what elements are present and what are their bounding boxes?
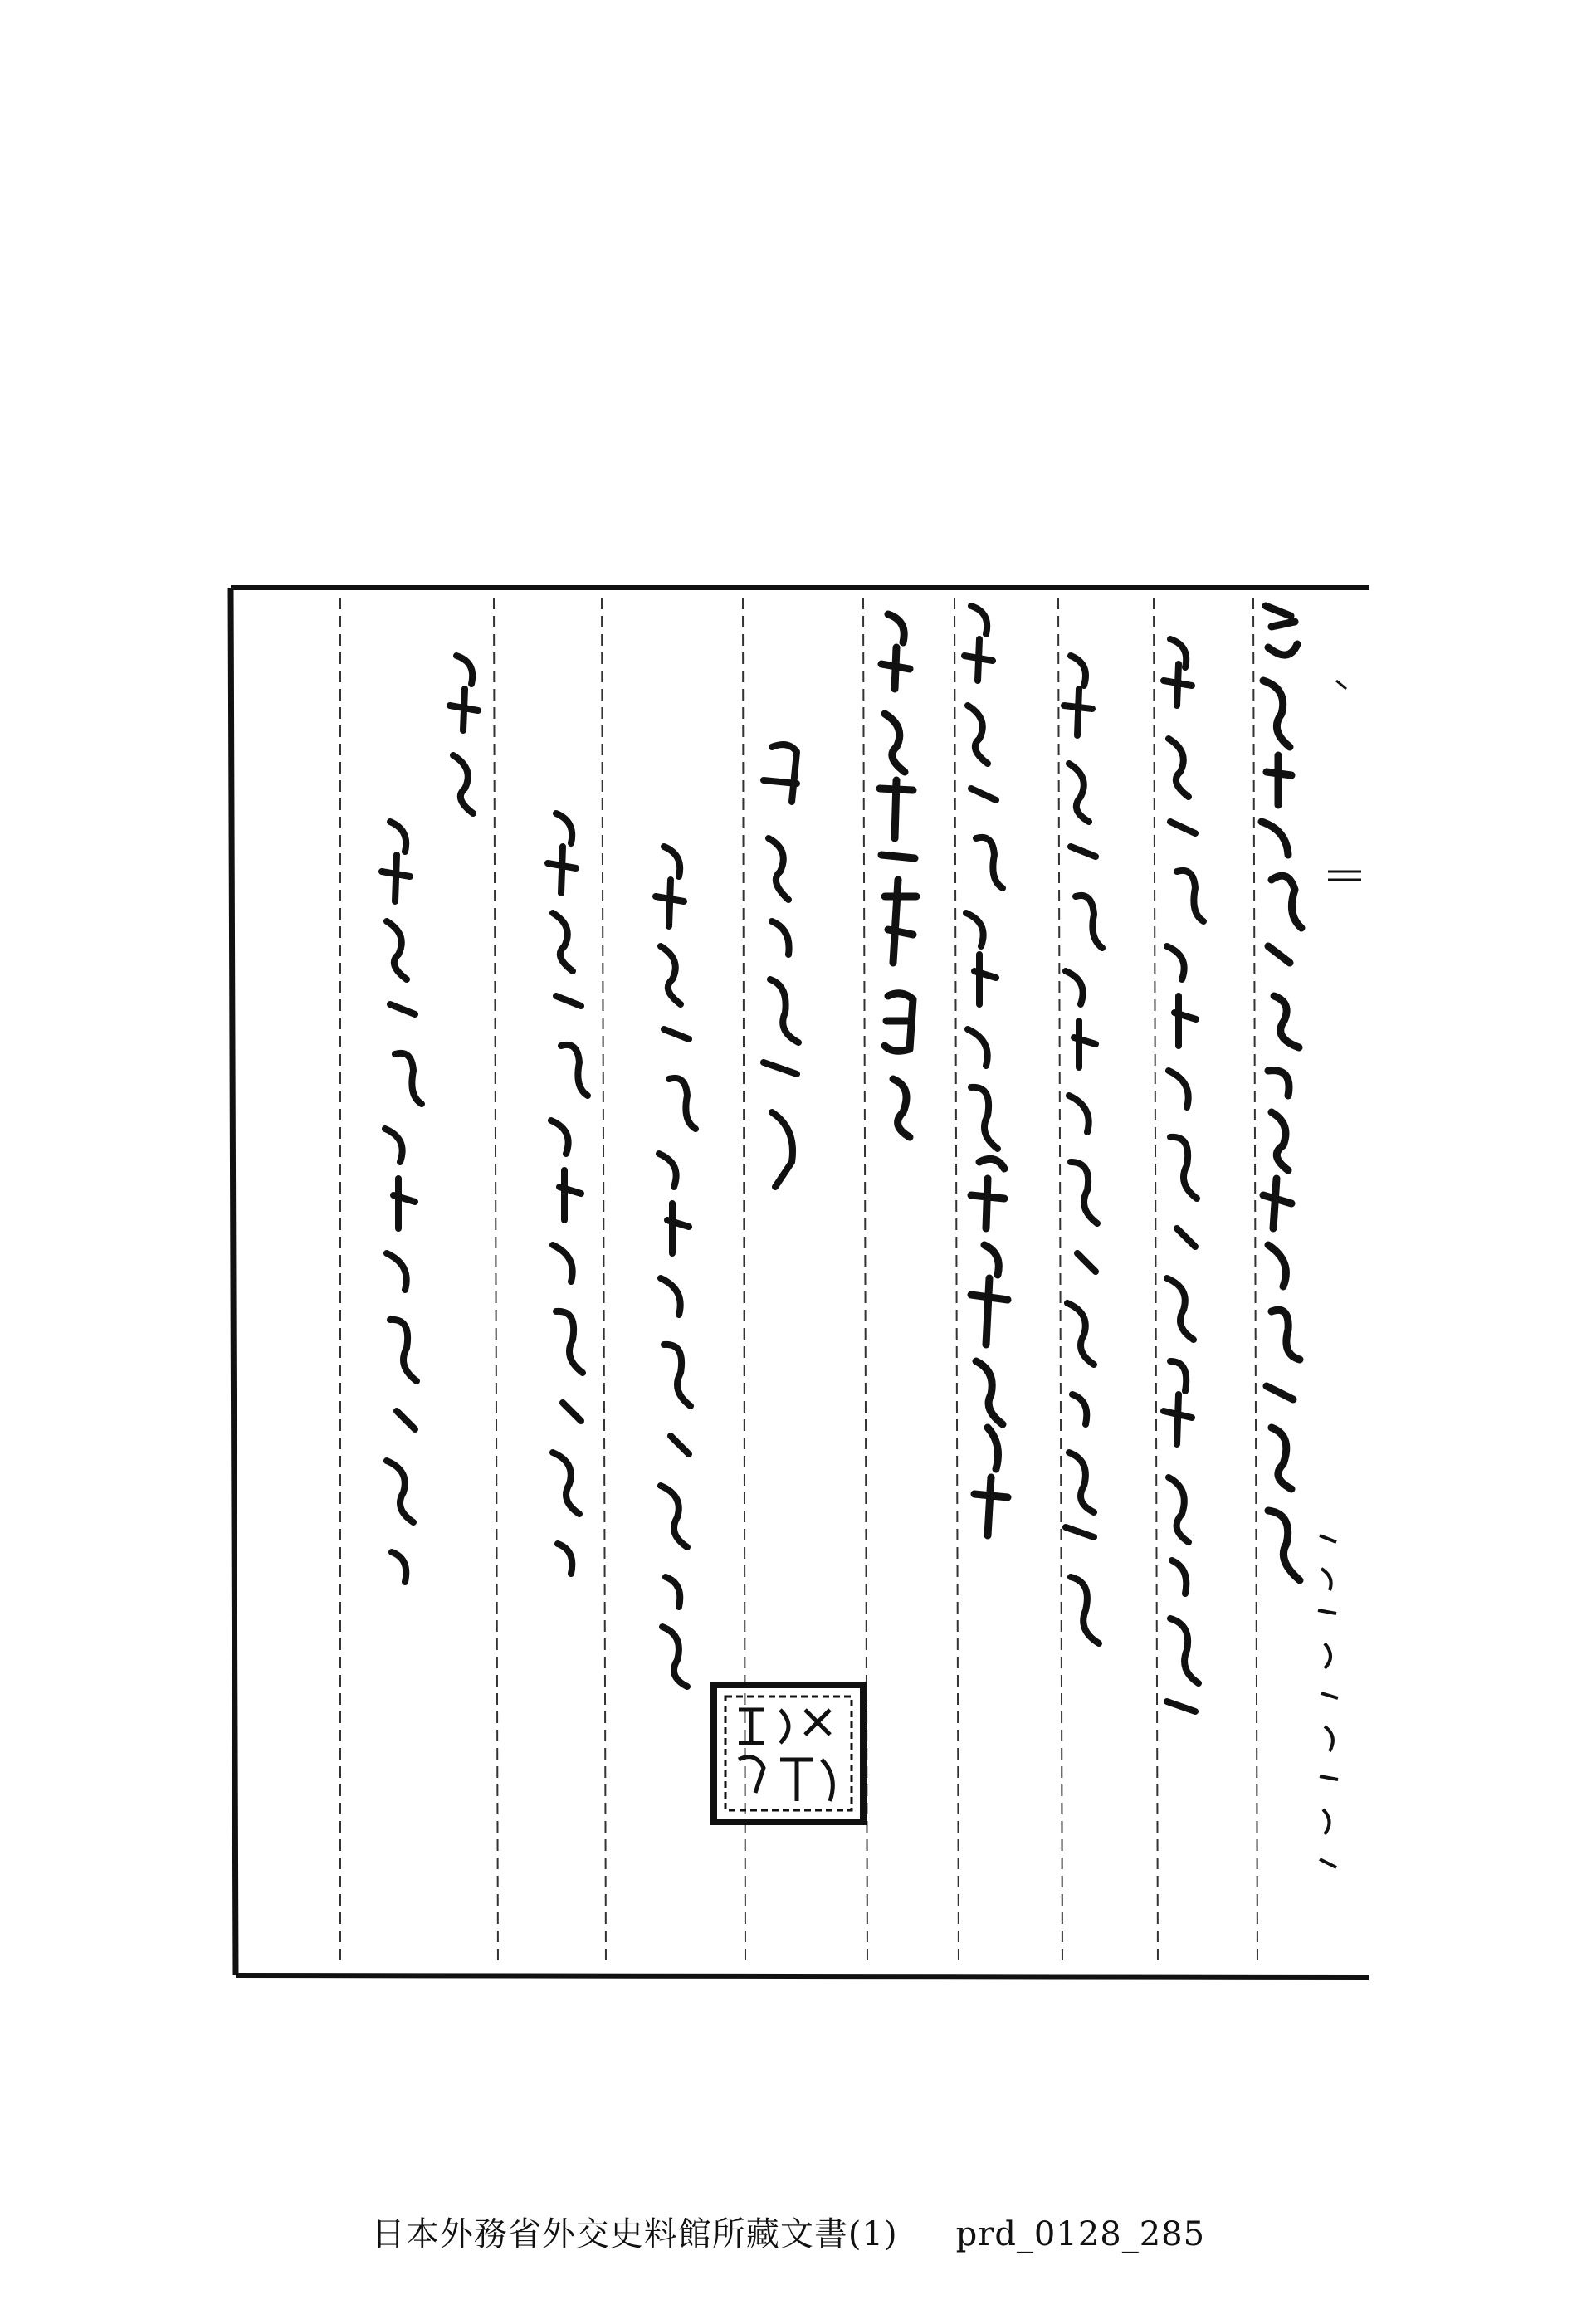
letter-scan-image	[224, 581, 1370, 1992]
scanned-letter	[224, 581, 1370, 1992]
archive-caption: 日本外務省外交史料館所藏文書(1)	[371, 2215, 898, 2253]
right-edge-annotation	[1318, 1536, 1338, 1868]
reference-code: prd_0128_285	[955, 2215, 1206, 2253]
seal-stamp	[714, 1685, 863, 1822]
margin-marks	[1328, 681, 1361, 880]
archive-caption-line	[0, 2208, 1577, 2255]
handwritten-text	[382, 606, 1301, 1711]
letter-frame	[231, 588, 1370, 1977]
